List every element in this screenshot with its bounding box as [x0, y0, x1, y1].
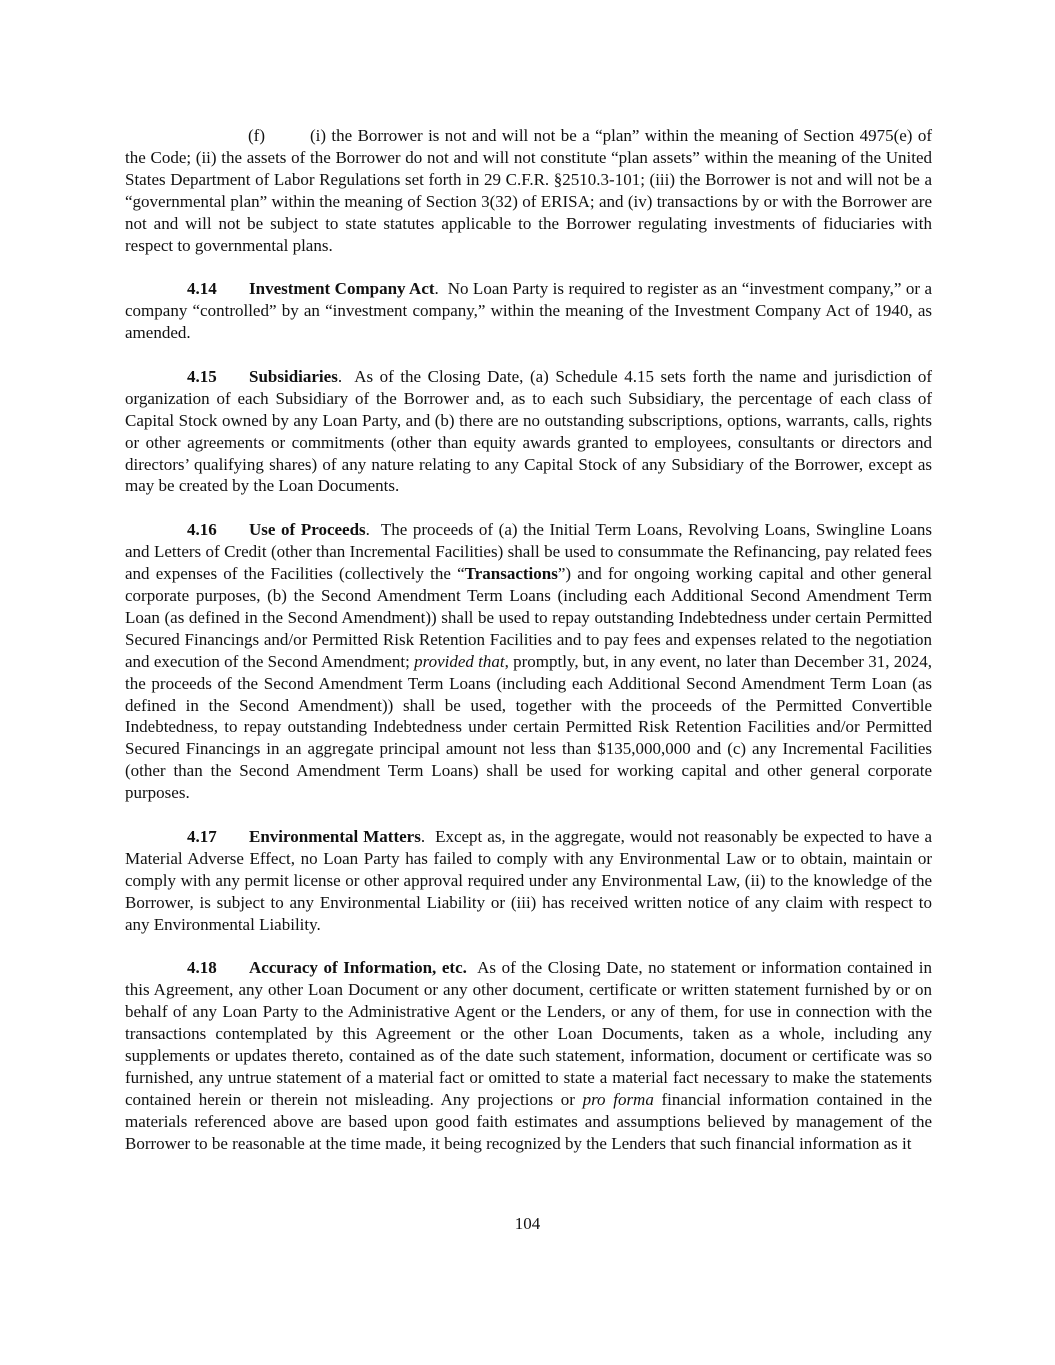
section-4-17: 4.17 Environmental Matters. Except as, in the aggregate, would not reasonably be expected to have a Material Adverse Effect, no Loan Party has failed to comply with any Environmental Law or to obtain, maintain or comply with any permit license or other approval required under any Environmental Law, (ii) to the knowledge of the Borrower, is subject to any Environmental Liability or (iii) has received written notice of any claim with respect to any Environmental Liability. [125, 826, 932, 934]
section-number: 4.14 [187, 279, 217, 299]
italic-phrase: provided that [414, 651, 505, 671]
section-text: As of the Closing Date, (a) Schedule 4.15 sets forth the name and jurisdiction of organization of each Subsidiary of the Borrower and, as to each such Subsidiary, the percentage of each class of Capital Stock owned by any Loan Party, and (b) there are no outstanding subscriptions, options, warrants, calls, rights or other agreements or commitments (other than equity awards granted to employees, consultants or directors and directors’ qualifying shares) of any nature relating to any Capital Stock of any Subsidiary of the Borrower, except as may be created by the Loan Documents. [125, 366, 932, 496]
paragraph-f [125, 125, 932, 256]
section-text: No Loan Party is required to register as an “investment company,” or a company “controlled” by an “investment company,” within the meaning of the Investment Company Act of 1940, as amended. [125, 279, 933, 343]
section-4-16: 4.16 Use of Proceeds. The proceeds of (a) the Initial Term Loans, Revolving Loans, Swingline Loans and Letters of Credit (other than Incremental Facilities) shall be used to consummate the Refinancing, pay related fees and expenses of the Facilities (collectively the “Transactions”) and for ongoing working capital and other general corporate purposes, (b) the Second Amendment Term Loans (including each Additional Second Amendment Term Loan (as defined in the Second Amendment)) shall be used to repay outstanding Indebtedness under certain Permitted Secured Financings and/or Permitted Risk Retention Facilities and to pay fees and expenses related to the negotiation and execution of the Second Amendment; provided that, promptly, but, in any event, no later than December 31, 2024, the proceeds of the Second Amendment Term Loans (including each Additional Second Amendment Term Loan (as defined in the Second Amendment)) shall be used, together with the proceeds of the Permitted Convertible Indebtedness, to repay outstanding Indebtedness under certain Permitted Risk Retention Facilities and/or Permitted Secured Financings in an aggregate principal amount not less than $135,000,000 and (c) any Incremental Facilities (other than the Second Amendment Term Loans) shall be used for working capital and other general corporate purposes. [125, 520, 933, 803]
section-text-part: ”) and for ongoing working capital and other general corporate purposes, (b) the Second Amendment Term Loans (including each Additional Second Amendment Term Loan (as defined in the Second Amendment)) shall be used to repay outstanding Indebtedness under certain Permitted Secured Financings and/or Permitted Risk Retention Facilities and to pay fees and expenses related to the negotiation and execution of the Second Amendment; [125, 564, 933, 671]
section-4-14: 4.14 Investment Company Act. No Loan Party is required to register as an “investment company,” or a company “controlled” by an “investment company,” within the meaning of the Investment Company Act of 1940, as amended. [125, 279, 933, 343]
section-text-part: The proceeds of (a) the Initial Term Loans, Revolving Loans, Swingline Loans and Letters of Credit (other than Incremental Facilities) shall be used to consummate the Refinancing, pay related fees and expenses of the Facilities (collectively the “ [125, 520, 932, 584]
section-heading: Investment Company Act [249, 279, 435, 299]
section-heading: Accuracy of Information, etc. [249, 958, 467, 978]
section-heading: Environmental Matters [249, 826, 421, 846]
clause-text: (i) the Borrower is not and will not be a “plan” within the meaning of Section 4975(e) of the Code; (ii) the assets of the Borrower do not and will not constitute “plan assets” within the meaning of the United States Department of Labor Regulations set forth in 29 C.F.R. §2510.3-101; (iii) the Borrower is not and will not be a “governmental plan” within the meaning of Section 3(32) of ERISA; and (iv) transactions by or with the Borrower are not and will not be subject to state statutes applicable to the Borrower regulating investments of fiduciaries with respect to governmental plans. [125, 126, 932, 255]
section-text-part: As of the Closing Date, no statement or information contained in this Agreement, any other Loan Document or any other document, certificate or written statement furnished by or on behalf of any Loan Party to the Administrative Agent or the Lenders, or any of them, for use in connection with the transactions contemplated by this Agreement or the other Loan Documents, taken as a whole, including any supplements or updates thereto, contained as of the date such statement, information, document or certificate was so furnished, any untrue statement of a material fact or omitted to state a material fact necessary to make the statements contained herein or therein not misleading. Any projections or [125, 958, 933, 1109]
section-text-part: , promptly, but, in any event, no later than December 31, 2024, the proceeds of the Second Amendment Term Loans (including each Additional Second Amendment Term Loan (as defined in the Second Amendment)) shall be used, together with the proceeds of the Permitted Convertible Indebtedness, to repay outstanding Indebtedness under certain Permitted Risk Retention Facilities and/or Permitted Secured Financings in an aggregate principal amount not less than $135,000,000 and (c) any Incremental Facilities (other than the Second Amendment Term Loans) shall be used for working capital and other general corporate purposes. [125, 651, 933, 803]
defined-term: Transactions [464, 564, 558, 584]
italic-phrase: pro forma [582, 1089, 654, 1109]
section-heading: Subsidiaries [249, 366, 338, 386]
section-text-part: financial information contained in the materials referenced above are based upon good faith estimates and assumptions believed by management of the Borrower to be reasonable at the time made, it being recognized by the Lenders that such financial information as it [125, 1089, 932, 1153]
section-text: Except as, in the aggregate, would not reasonably be expected to have a Material Adverse Effect, no Loan Party has failed to comply with any Environmental Law or to obtain, maintain or comply with any permit license or other approval required under any Environmental Law, (ii) to the knowledge of the Borrower, is subject to any Environmental Liability or (iii) has received written notice of any claim with respect to any Environmental Liability. [125, 826, 932, 934]
section-number: 4.17 [187, 826, 217, 846]
section-4-18 [125, 957, 932, 1154]
section-number: 4.18 [187, 958, 217, 978]
section-heading: Use of Proceeds [249, 520, 366, 540]
document-body [125, 125, 932, 1176]
section-number: 4.16 [187, 520, 217, 540]
section-number: 4.15 [187, 366, 217, 386]
section-4-15: 4.15 Subsidiaries. As of the Closing Date, (a) Schedule 4.15 sets forth the name and jurisdiction of organization of each Subsidiary of the Borrower and, as to each such Subsidiary, the percentage of each class of Capital Stock owned by any Loan Party, and (b) there are no outstanding subscriptions, options, warrants, calls, rights or other agreements or commitments (other than equity awards granted to employees, consultants or directors and directors’ qualifying shares) of any nature relating to any Capital Stock of any Subsidiary of the Borrower, except as may be created by the Loan Documents. [125, 366, 932, 496]
page-number: 104 [514, 1214, 541, 1233]
clause-label: (f) [248, 126, 265, 145]
